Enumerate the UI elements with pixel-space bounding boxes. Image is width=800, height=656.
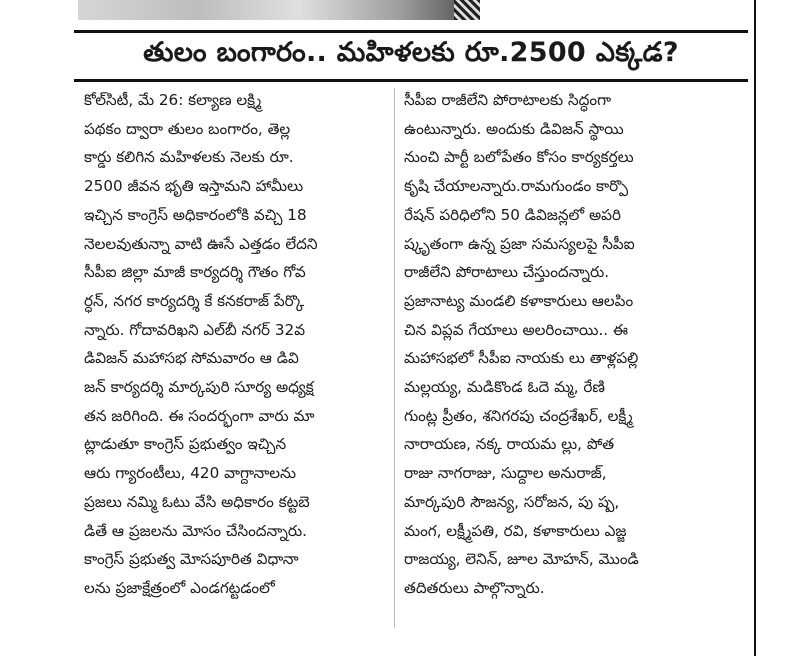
article-text-line: తన జరిగింది. ఈ సందర్భంగా వారు మా [84,406,315,425]
article-text-line: మల్లయ్య, మడికొండ ఓదె మ్మ, రేణి [404,378,605,397]
article-headline: తులం బంగారం.. మహిళలకు రూ.2500 ఎక్కడ? [74,30,748,82]
article-text-line: నుంచి పార్టీ బలోపేతం కోసం కార్యకర్తలు [404,148,634,167]
article-text-line: రాజయ్య, లెనిన్, జూల మోహన్, మొండి [404,550,639,569]
article-text-line: జన్ కార్యదర్శి మార్కపురి సూర్య అధ్యక్ష [84,378,314,397]
article-text-line: ఉంటున్నారు. అందుకు డివిజన్ స్థాయి [404,119,624,138]
article-text-line: న్నారు. గోదావరిఖని ఎల్‌బీ నగర్ 32వ [84,320,306,339]
article-text-line: కోల్‌సిటీ, మే 26: కల్యాణ లక్ష్మి [84,91,262,109]
page-edge-rule [754,0,756,656]
article-text-line: లను ప్రజాక్షేత్రంలో ఎండగట్టడంలో [84,578,275,597]
article-text-line: రాజు నాగరాజు, సుద్దాల అనురాజ్, [404,464,607,483]
article-text-line: డివిజన్ మహాసభ సోమవారం ఆ డివి [84,349,299,368]
top-image-strip [78,0,480,20]
article-text-line: ప్రజానాట్య మండలి కళాకారులు ఆలపిం [404,291,634,310]
column-divider [394,88,395,628]
article-text-line: రేషన్ పరిధిలోని 50 డివిజన్లలో అపరి [404,205,621,224]
article-text-line: పథకం ద్వారా తులం బంగారం, తెల్ల [84,119,291,138]
article-text-line: రాజీలేని పోరాటాలు చేస్తుందన్నారు. [404,263,610,282]
article-text-line: కార్డు కలిగిన మహిళలకు నెలకు రూ. [84,148,294,167]
article-text-line: ఆరు గ్యారంటీలు, 420 వాగ్దానాలను [84,464,296,483]
article-text-line: నెలలవుతున్నా వాటి ఊసే ఎత్తడం లేదని [84,234,318,253]
article-text-line: మార్కపురి సౌజన్య, సరోజన, పు ష్ప, [404,492,620,511]
article-text-line: ప్రజలు నమ్మి ఓటు వేసి అధికారం కట్టబె [84,492,310,511]
article-text-line: మహాసభలో సీపీఐ నాయకు లు తాళ్లపల్లి [404,349,639,368]
article-text-line: ట్లాడుతూ కాంగ్రెస్ ప్రభుత్వం ఇచ్చిన [84,435,287,454]
article-text-line: చిన విప్లవ గేయాలు అలరించాయి.. ఈ [404,320,628,339]
article-text-line: ర్ధన్, నగర కార్యదర్శి కే కనకరాజ్ పేర్కొ [84,291,305,310]
article-text-line: నారాయణ, నక్క రాయమ ల్లు, పోత [404,435,615,454]
article-text-line: తదితరులు పాల్గొన్నారు. [404,578,545,597]
article-text-line: కాంగ్రెస్ ప్రభుత్వ మోసపూరిత విధానా [84,550,299,569]
article-text-line: మంగ, లక్ష్మీపతి, రవి, కళాకారులు ఎజ్జ [404,521,627,540]
article-text-line: 2500 జీవన భృతి ఇస్తామని హామీలు [84,177,304,196]
article-text-line: ఇచ్చిన కాంగ్రెస్ అధికారంలోకి వచ్చి 18 [84,205,307,224]
article-text-line: కృషి చేయాలన్నారు.రామగుండం కార్పొ [404,177,629,196]
article-right-column [404,86,744,603]
article-text-line: గుంట్ల ప్రీతం, శనిగరపు చంద్రశేఖర్, లక్ష్మీ [404,406,633,425]
article-left-column [84,86,386,603]
article-text-line: సీపీఐ జిల్లా మాజీ కార్యదర్శి గౌతం గోవ [84,263,306,282]
article-text-line: ష్కృతంగా ఉన్న ప్రజా సమస్యలపై సీపీఐ [404,234,635,253]
article-text-line: సీపీఐ రాజీలేని పోరాటాలకు సిద్ధంగా [404,91,612,109]
article-text-line: డితే ఆ ప్రజలను మోసం చేసిందన్నారు. [84,521,307,540]
